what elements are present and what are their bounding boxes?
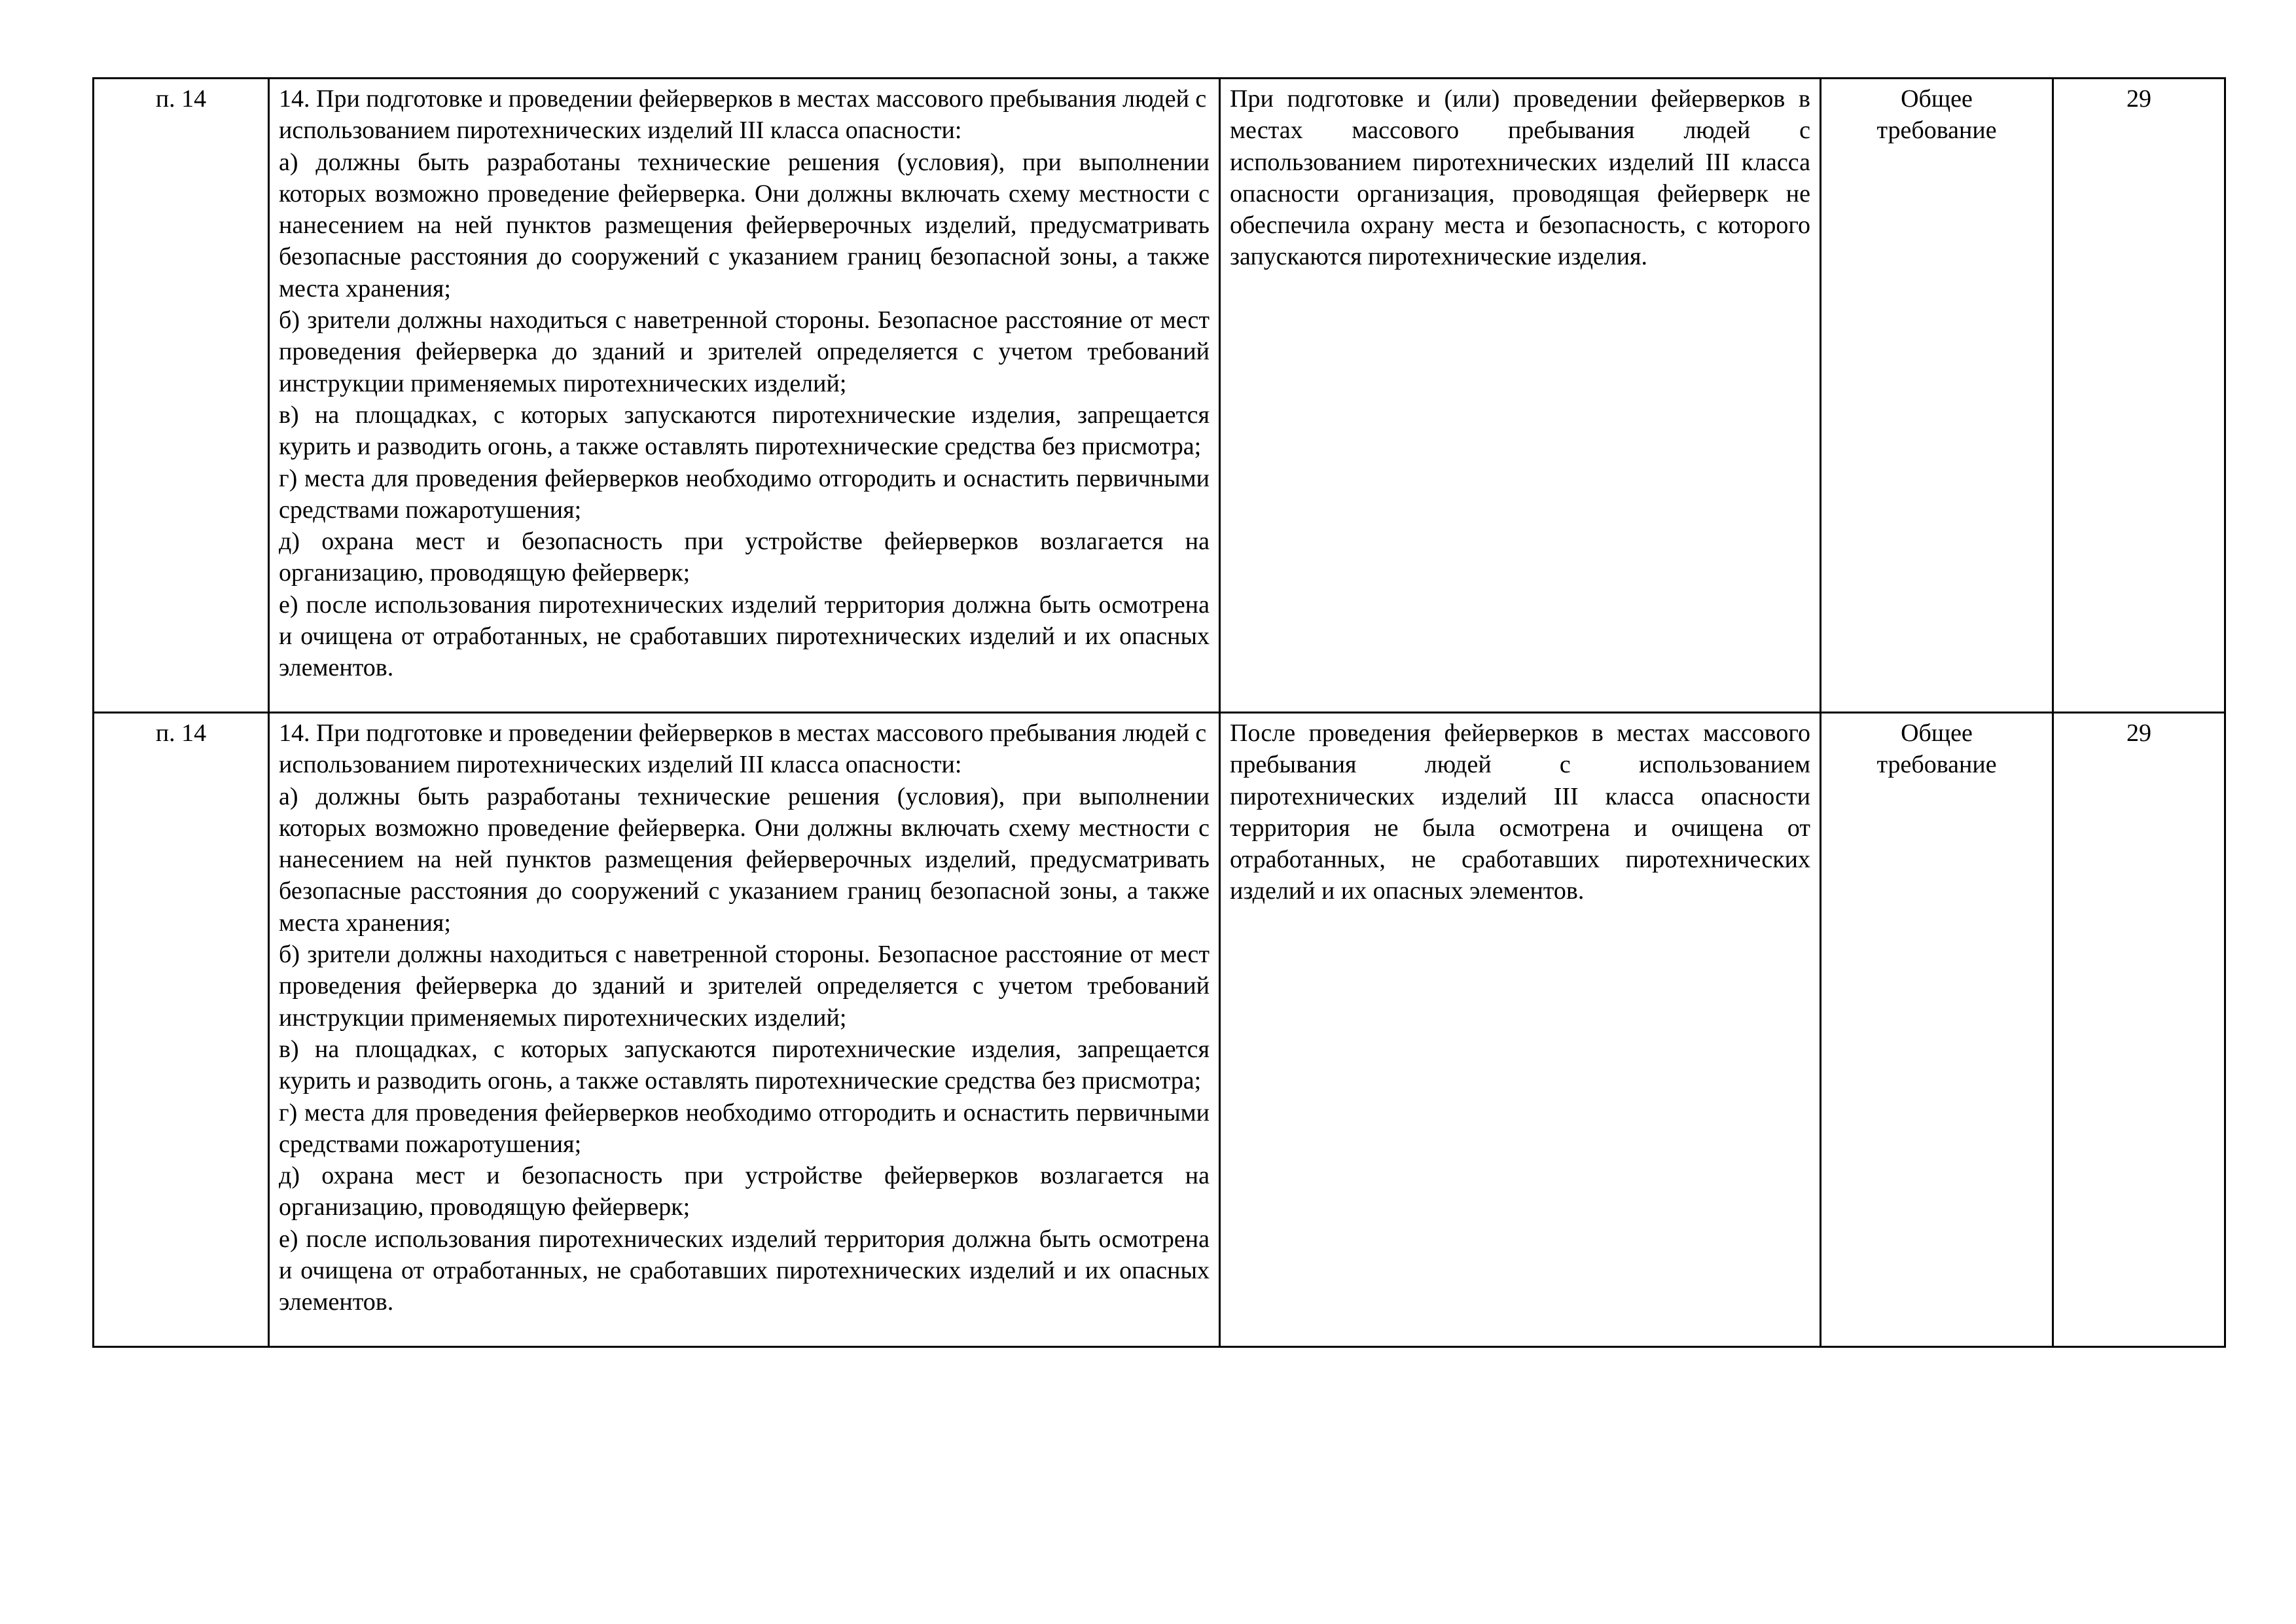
violation-text: При подготовке и (или) проведении фейерверков в местах массового пребывания людей с использованием пиротехнических изделий III класса опасности организация, проводящая фейерверк не обеспечила охрану места и безопасность, с которого запускаются пиротехнические изделия. [1230, 85, 1810, 271]
requirement-cell [269, 713, 1220, 1347]
requirement-item-e: е) после использования пиротехнических изделий территория должна быть осмотрена и очищена от отработанных, не сработавших пиротехнических изделий и их опасных элементов. [279, 590, 1210, 682]
requirement-item-a: а) должны быть разработаны технические решения (условия), при выполнении которых возможно проведение фейерверка. Они должны включать схему местности с нанесением на ней пунктов размещения фейерверочных изделий, предусматривать безопасные расстояния до сооружений с указанием границ безопасной зоны, а также места хранения; [279, 148, 1210, 302]
category-cell [1821, 79, 2053, 713]
requirement-item-d: д) охрана мест и безопасность при устройстве фейерверков возлагается на организацию, проводящую фейерверк; [279, 528, 1210, 587]
number-cell [2053, 79, 2225, 713]
requirement-intro: 14. При подготовке и проведении фейерверков в местах массового пребывания людей с использованием пиротехнических изделий III класса опасности: [279, 85, 1207, 145]
clause-reference: п. 14 [155, 719, 207, 747]
clause-cell [94, 79, 269, 713]
requirement-item-g: г) места для проведения фейерверков необходимо отгородить и оснастить первичными средствами пожаротушения; [279, 464, 1210, 524]
category-cell [1821, 713, 2053, 1347]
violation-text: После проведения фейерверков в местах массового пребывания людей с использованием пиротехнических изделий III класса опасности территория не была осмотрена и очищена от отработанных, не сработавших пиротехнических изделий и их опасных элементов. [1230, 719, 1810, 905]
category-line-2: требование [1876, 751, 1997, 779]
requirement-item-a: а) должны быть разработаны технические решения (условия), при выполнении которых возможно проведение фейерверка. Они должны включать схему местности с нанесением на ней пунктов размещения фейерверочных изделий, предусматривать безопасные расстояния до сооружений с указанием границ безопасной зоны, а также места хранения; [279, 782, 1210, 937]
category-line-1: Общее [1901, 719, 1973, 747]
number-cell [2053, 713, 2225, 1347]
violation-cell [1220, 79, 1821, 713]
row-number: 29 [2126, 719, 2151, 747]
requirement-item-d: д) охрана мест и безопасность при устройстве фейерверков возлагается на организацию, проводящую фейерверк; [279, 1162, 1210, 1221]
requirement-item-e: е) после использования пиротехнических изделий территория должна быть осмотрена и очищена от отработанных, не сработавших пиротехнических изделий и их опасных элементов. [279, 1225, 1210, 1316]
requirement-item-b: б) зрители должны находиться с наветренной стороны. Безопасное расстояние от мест проведения фейерверка до зданий и зрителей определяется с учетом требований инструкции применяемых пиротехнических изделий; [279, 941, 1210, 1032]
requirement-intro: 14. При подготовке и проведении фейерверков в местах массового пребывания людей с использованием пиротехнических изделий III класса опасности: [279, 719, 1207, 779]
clause-reference: п. 14 [155, 85, 207, 113]
requirement-item-v: в) на площадках, с которых запускаются пиротехнические изделия, запрещается курить и разводить огонь, а также оставлять пиротехнические средства без присмотра; [279, 1035, 1210, 1095]
table-row [94, 713, 2225, 1347]
requirement-item-b: б) зрители должны находиться с наветренной стороны. Безопасное расстояние от мест проведения фейерверка до зданий и зрителей определяется с учетом требований инструкции применяемых пиротехнических изделий; [279, 306, 1210, 397]
clause-cell [94, 713, 269, 1347]
row-number: 29 [2126, 85, 2151, 113]
requirements-table [92, 77, 2226, 1348]
violation-cell [1220, 713, 1821, 1347]
table-row [94, 79, 2225, 713]
category-line-1: Общее [1901, 85, 1973, 113]
requirement-item-g: г) места для проведения фейерверков необходимо отгородить и оснастить первичными средствами пожаротушения; [279, 1098, 1210, 1158]
requirement-cell [269, 79, 1220, 713]
requirement-item-v: в) на площадках, с которых запускаются пиротехнические изделия, запрещается курить и разводить огонь, а также оставлять пиротехнические средства без присмотра; [279, 401, 1210, 461]
category-line-2: требование [1876, 117, 1997, 145]
